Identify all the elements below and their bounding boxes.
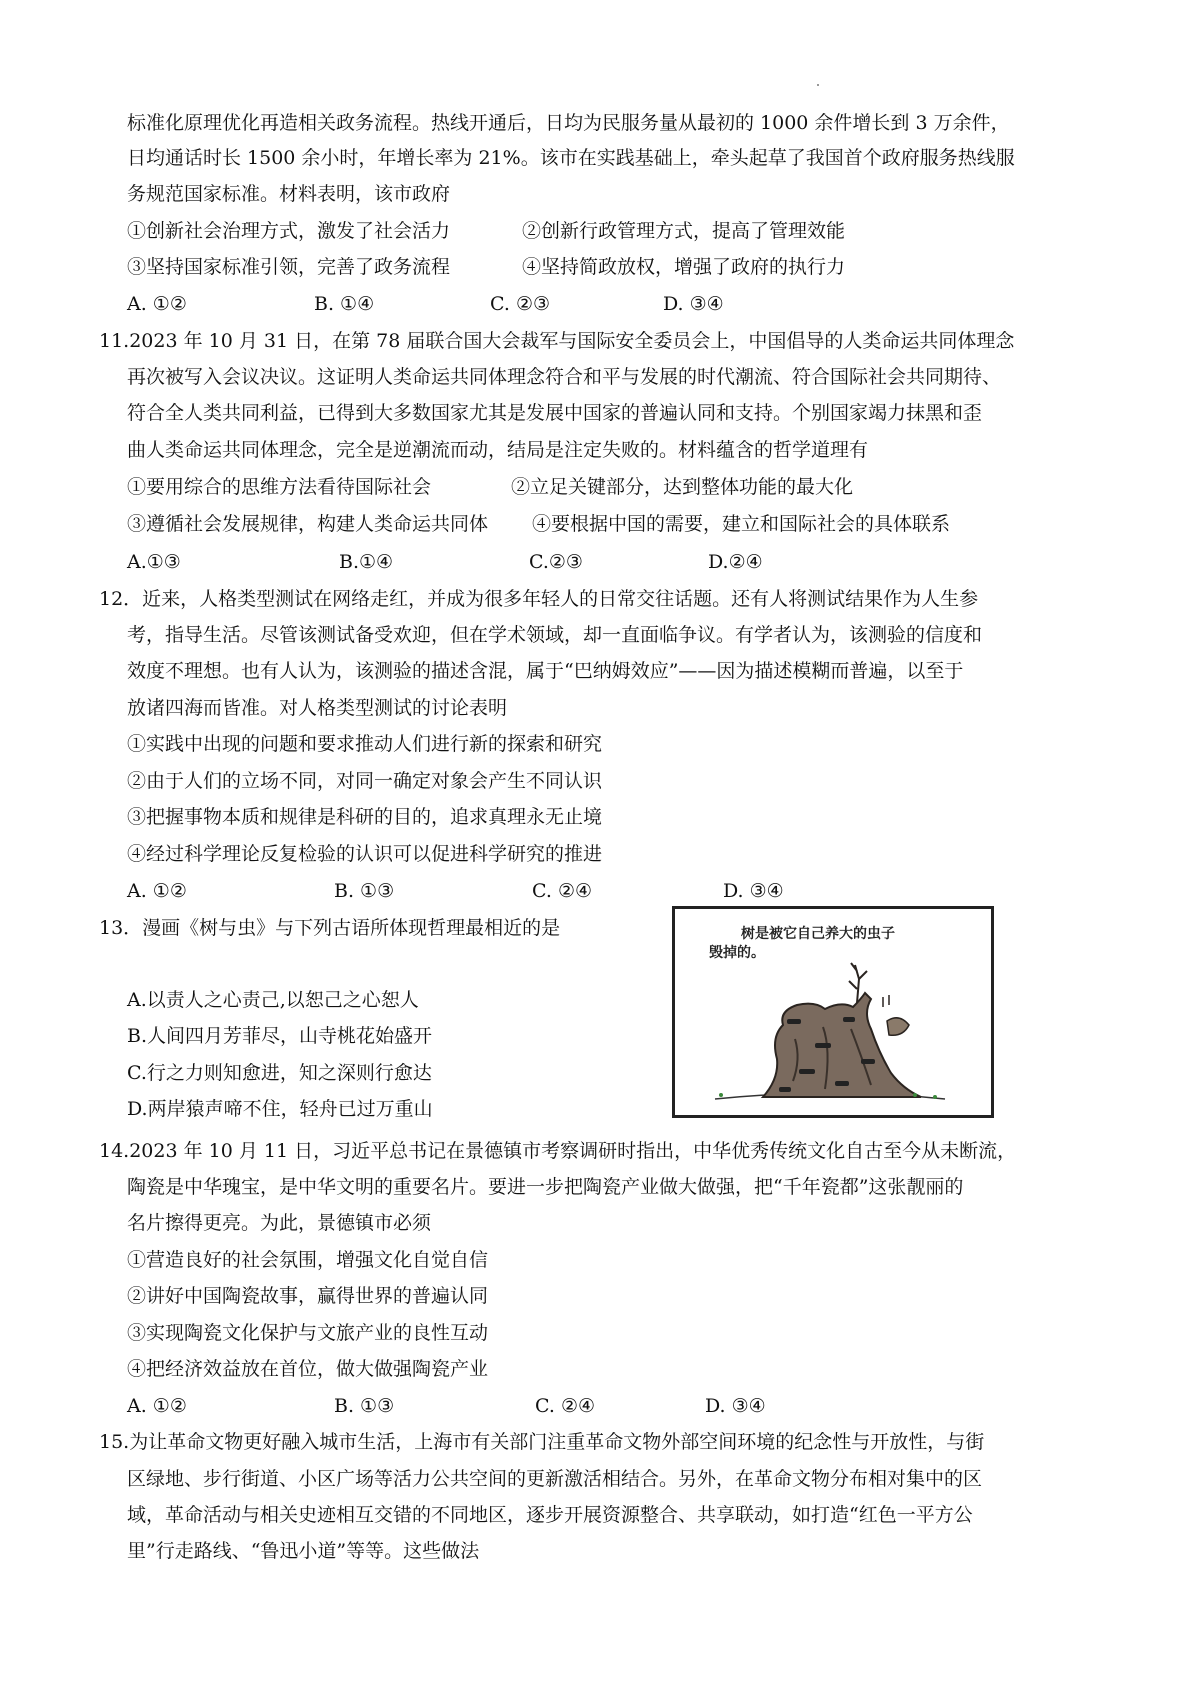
q10-statement-4: ④坚持简政放权，增强了政府的执行力: [522, 256, 846, 278]
q12-choice-d: D. ③④: [723, 880, 784, 902]
q10-choice-a: A. ①②: [127, 293, 187, 315]
q15-line-2: 区绿地、步行街道、小区广场等活力公共空间的更新激活相结合。另外，在革命文物分布相对集中的区: [127, 1468, 983, 1490]
q13-option-c: C.行之力则知愈进，知之深则行愈达: [127, 1062, 432, 1084]
q11-line-2: 再次被写入会议决议。这证明人类命运共同体理念符合和平与发展的时代潮流、符合国际社会共同期待、: [127, 366, 1002, 388]
q14-choice-b: B. ①③: [334, 1395, 395, 1417]
q10-choice-d: D. ③④: [663, 293, 724, 315]
q10-line-1: 标准化原理优化再造相关政务流程。热线开通后，日均为民服务量从最初的 1000 余件增长到 3 万余件，: [127, 112, 1010, 134]
cartoon-caption-line-2: 毁掉的。: [709, 945, 765, 961]
tree-illustration: [675, 909, 991, 1115]
q12-choice-a: A. ①②: [127, 880, 187, 902]
q14-choice-c: C. ②④: [535, 1395, 596, 1417]
q14-line-2: 陶瓷是中华瑰宝，是中华文明的重要名片。要进一步把陶瓷产业做大做强，把“千年瓷都”这张靓丽的: [127, 1176, 964, 1198]
q13-option-a: A.以责人之心责己,以恕己之心恕人: [127, 989, 419, 1011]
q11-statement-3: ③遵循社会发展规律，构建人类命运共同体: [127, 513, 489, 535]
q14-line-1: 14.2023 年 10 月 11 日，习近平总书记在景德镇市考察调研时指出，中华优秀传统文化自古至今从未断流，: [99, 1140, 1017, 1162]
q11-choice-a: A.①③: [127, 551, 181, 573]
q10-line-2: 日均通话时长 1500 余小时，年增长率为 21%。该市在实践基础上，牵头起草了我国首个政府服务热线服: [127, 147, 1015, 169]
q12-line-2: 考，指导生活。尽管该测试备受欢迎，但在学术领域，却一直面临争议。有学者认为，该测验的信度和: [127, 624, 983, 646]
scan-dot: [817, 84, 819, 86]
q14-line-3: 名片擦得更亮。为此，景德镇市必须: [127, 1212, 432, 1234]
q10-choice-b: B. ①④: [314, 293, 375, 315]
q10-statement-2: ②创新行政管理方式，提高了管理效能: [522, 220, 846, 242]
q13-stem: 13．漫画《树与虫》与下列古语所体现哲理最相近的是: [99, 917, 561, 939]
cartoon-caption-line-1: 树是被它自己养大的虫子: [741, 926, 895, 942]
q12-line-1: 12．近来，人格类型测试在网络走红，并成为很多年轻人的日常交往话题。还有人将测试结果作为人生参: [99, 588, 979, 610]
tree-and-worm-cartoon: [672, 906, 994, 1118]
q11-choice-b: B.①④: [339, 551, 394, 573]
q12-statement-3: ③把握事物本质和规律是科研的目的，追求真理永无止境: [127, 806, 603, 828]
q13-option-b: B.人间四月芳菲尽，山寺桃花始盛开: [127, 1025, 433, 1047]
q11-line-1: 11.2023 年 10 月 31 日，在第 78 届联合国大会裁军与国际安全委员会上，中国倡导的人类命运共同体理念: [99, 330, 1015, 352]
q11-statement-4: ④要根据中国的需要，建立和国际社会的具体联系: [532, 513, 951, 535]
q11-choice-d: D.②④: [708, 551, 763, 573]
q11-line-4: 曲人类命运共同体理念，完全是逆潮流而动，结局是注定失败的。材料蕴含的哲学道理有: [127, 439, 869, 461]
q11-line-3: 符合全人类共同利益，已得到大多数国家尤其是发展中国家的普遍认同和支持。个别国家竭力抹黑和歪: [127, 402, 983, 424]
q14-statement-1: ①营造良好的社会氛围，增强文化自觉自信: [127, 1249, 489, 1271]
q10-statement-3: ③坚持国家标准引领，完善了政务流程: [127, 256, 451, 278]
q13-option-d: D.两岸猿声啼不住，轻舟已过万重山: [127, 1098, 433, 1120]
q14-choice-d: D. ③④: [705, 1395, 766, 1417]
q12-statement-4: ④经过科学理论反复检验的认识可以促进科学研究的推进: [127, 843, 603, 865]
q11-statement-1: ①要用综合的思维方法看待国际社会: [127, 476, 432, 498]
q10-line-3: 务规范国家标准。材料表明，该市政府: [127, 183, 451, 205]
q14-choice-a: A. ①②: [127, 1395, 187, 1417]
q12-statement-1: ①实践中出现的问题和要求推动人们进行新的探索和研究: [127, 733, 603, 755]
q14-statement-2: ②讲好中国陶瓷故事，赢得世界的普遍认同: [127, 1285, 489, 1307]
q14-statement-4: ④把经济效益放在首位，做大做强陶瓷产业: [127, 1358, 489, 1380]
q11-choice-c: C.②③: [529, 551, 583, 573]
q12-statement-2: ②由于人们的立场不同，对同一确定对象会产生不同认识: [127, 770, 603, 792]
q11-statement-2: ②立足关键部分，达到整体功能的最大化: [511, 476, 854, 498]
q12-line-3: 效度不理想。也有人认为，该测验的描述含混，属于“巴纳姆效应”——因为描述模糊而普遍，以至于: [127, 660, 964, 682]
q12-line-4: 放诸四海而皆准。对人格类型测试的讨论表明: [127, 697, 508, 719]
q15-line-4: 里”行走路线、“鲁迅小道”等等。这些做法: [127, 1540, 480, 1562]
q15-line-1: 15.为让革命文物更好融入城市生活，上海市有关部门注重革命文物外部空间环境的纪念性与开放性，与街: [99, 1431, 985, 1453]
q15-line-3: 域，革命活动与相关史迹相互交错的不同地区，逐步开展资源整合、共享联动，如打造“红色一平方公: [127, 1504, 973, 1526]
q10-choice-c: C. ②③: [490, 293, 551, 315]
q14-statement-3: ③实现陶瓷文化保护与文旅产业的良性互动: [127, 1322, 489, 1344]
q10-statement-1: ①创新社会治理方式，激发了社会活力: [127, 220, 451, 242]
q12-choice-c: C. ②④: [532, 880, 593, 902]
q12-choice-b: B. ①③: [334, 880, 395, 902]
